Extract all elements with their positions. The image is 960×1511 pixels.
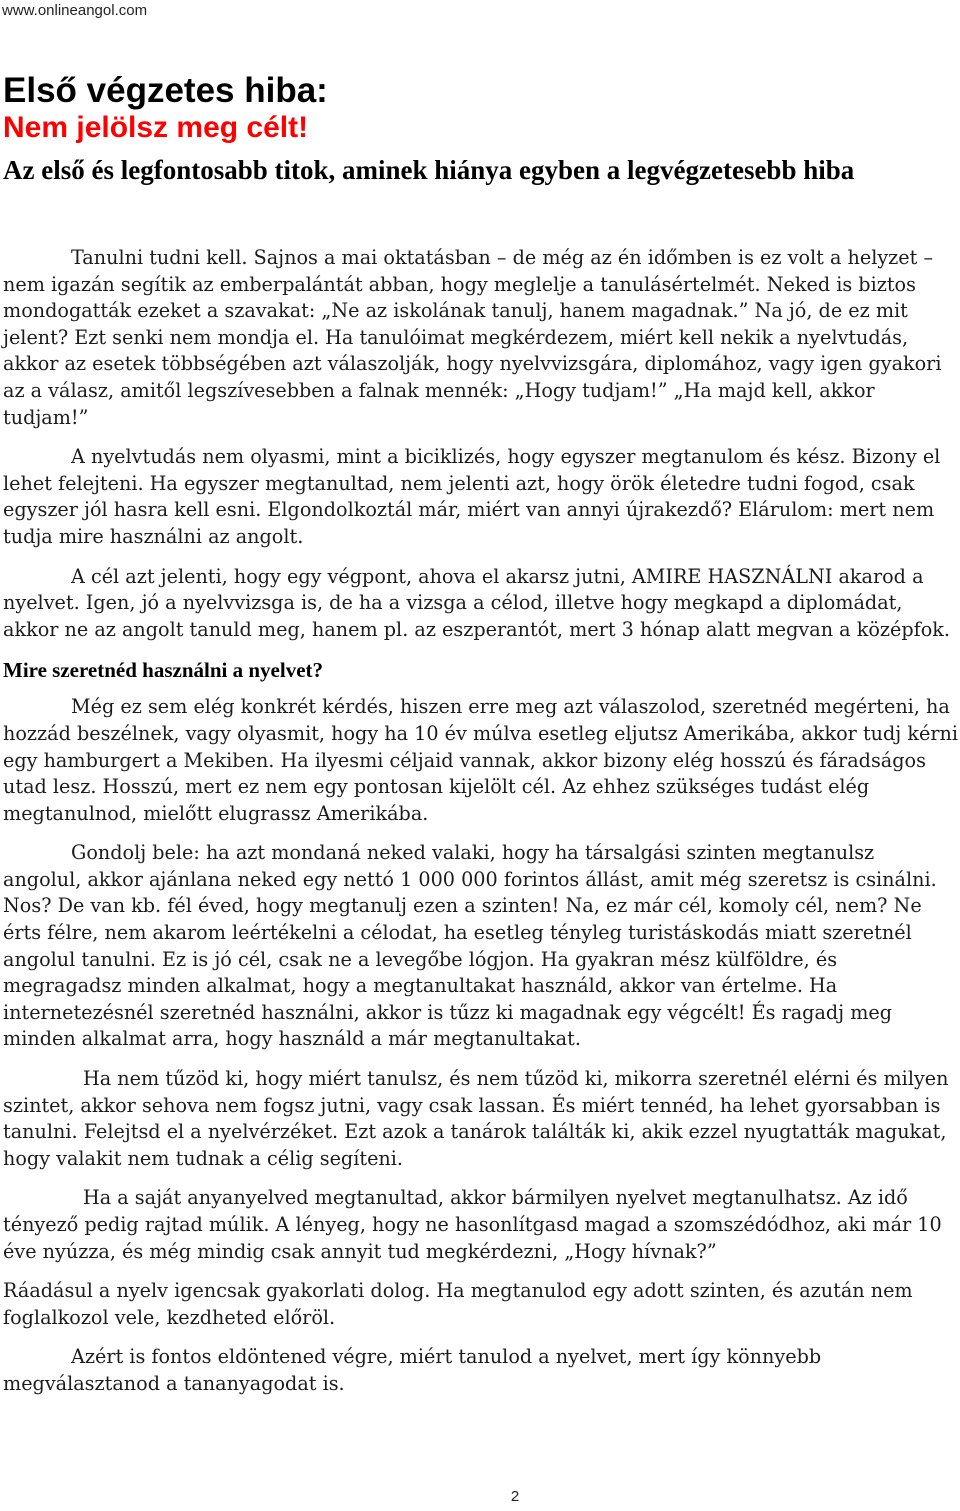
- page-number: 2: [510, 1488, 520, 1505]
- title-block: [3, 72, 943, 187]
- paragraph-7: Ha a saját anyanyelved megtanultad, akkor bármilyen nyelvet megtanulhatsz. Az idő tényező pedig rajtad múlik. A lényeg, hogy ne hasonlítgasd magad a szomszédódhoz, aki már 10 éve nyúzza, és még mindig csak annyit tud megkérdezni, „Hogy hívnak?”: [3, 1186, 942, 1263]
- paragraph-2: A nyelvtudás nem olyasmi, mint a biciklizés, hogy egyszer megtanulom és kész. Bizony el lehet felejteni. Ha egyszer megtanultad, nem jelenti azt, hogy örök életedre tudni fogod, csak egyszer jól hasra kell esni. Elgondolkoztál már, miért van annyi újrakezdő? Elárulom: mert nem tudja mire használni az angolt.: [3, 445, 941, 548]
- paragraph-6: Ha nem tűzöd ki, hogy miért tanulsz, és nem tűzöd ki, mikorra szeretnél elérni és milyen szintet, akkor sehova nem fogsz jutni, vagy csak lassan. És miért tennéd, ha lehet gyorsabban is tanulni. Felejtsd el a nyelvérzéket. Ezt azok a tanárok találták ki, akik ezzel nyugtatták magukat, hogy valakit nem tudnak a célig segíteni.: [3, 1067, 949, 1170]
- paragraph-5: Gondolj bele: ha azt mondaná neked valaki, hogy ha társalgási szinten megtanulsz angolul, akkor ajánlana neked egy nettó 1 000 000 forintos állást, amit még szeretsz is csinálni. Nos? De van kb. fél éved, hogy megtanulj ezen a szinten! Na, ez már cél, komoly cél, nem? Ne érts félre, nem akarom leértékelni a célodat, ha esetleg tényleg turistáskodás miatt szeretnél angolul tanulni. Ez is jó cél, csak ne a levegőbe lógjon. Ha gyakran mész külföldre, és megragadsz minden alkalmat, hogy a megtanultakat használd, akkor van értelme. Ha internetezésnél szeretnéd használni, akkor is tűzz ki magadnak egy végcélt! És ragadj meg minden alkalmat arra, hogy használd a már megtanultakat.: [3, 841, 937, 1051]
- paragraph-8: Ráadásul a nyelv igencsak gyakorlati dolog. Ha megtanulod egy adott szinten, és azután nem foglalkozol vele, kezdheted előröl.: [3, 1279, 913, 1329]
- paragraph-9: Azért is fontos eldöntened végre, miért tanulod a nyelvet, mert így könnyebb megválasztanod a tananyagodat is.: [3, 1345, 822, 1395]
- page-subtitle: Az első és legfontosabb titok, aminek hiánya egyben a legvégzetesebb hiba: [3, 155, 855, 185]
- header-url: www.onlineangol.com: [2, 2, 148, 19]
- paragraph-3: A cél azt jelenti, hogy egy végpont, ahova el akarsz jutni, AMIRE HASZNÁLNI akarod a nyelvet. Igen, jó a nyelvvizsga is, de ha a vizsga a célod, illetve hogy megkapd a diplomádat, akkor ne az angolt tanuld meg, hanem pl. az eszperantót, mert 3 hónap alatt megvan a középfok.: [3, 564, 950, 641]
- paragraph-4: Még ez sem elég konkrét kérdés, hiszen erre meg azt válaszolod, szeretnéd megérteni, ha hozzád beszélnek, vagy olyasmit, hogy ha 10 év múlva esetleg eljutsz Amerikába, akkor tudj kérni egy hamburgert a Mekiben. Ha ilyesmi céljaid vannak, akkor bizony elég hosszú és fáradságos utad lesz. Hosszú, mert ez nem egy pontosan kijelölt cél. Az ehhez szükséges tudást elég megtanulnod, mielőtt elugrassz Amerikába.: [3, 695, 958, 825]
- section-heading: Mire szeretnéd használni a nyelvet?: [3, 658, 324, 683]
- page-title: Első végzetes hiba:: [3, 71, 328, 110]
- page-title-red: Nem jelölsz meg célt!: [3, 111, 309, 144]
- article-body: [3, 245, 958, 1411]
- paragraph-1: Tanulni tudni kell. Sajnos a mai oktatásban – de még az én időmben is ez volt a helyzet – nem igazán segítik az emberpalántát abban, hogy meglelje a tanulásértelmét. Neked is biztos mondogatták ezeket a szavakat: „Ne az iskolának tanulj, hanem magadnak.” Na jó, de ez mit jelent? Ezt senki nem mondja el. Ha tanulóimat megkérdezem, miért kell nekik a nyelvtudás, akkor az esetek többségében azt válaszolják, hogy nyelvvizsgára, diplomához, vagy igen gyakori az a válasz, amitől legszívesebben a falnak mennék: „Hogy tudjam!” „Ha majd kell, akkor tudjam!”: [3, 246, 942, 429]
